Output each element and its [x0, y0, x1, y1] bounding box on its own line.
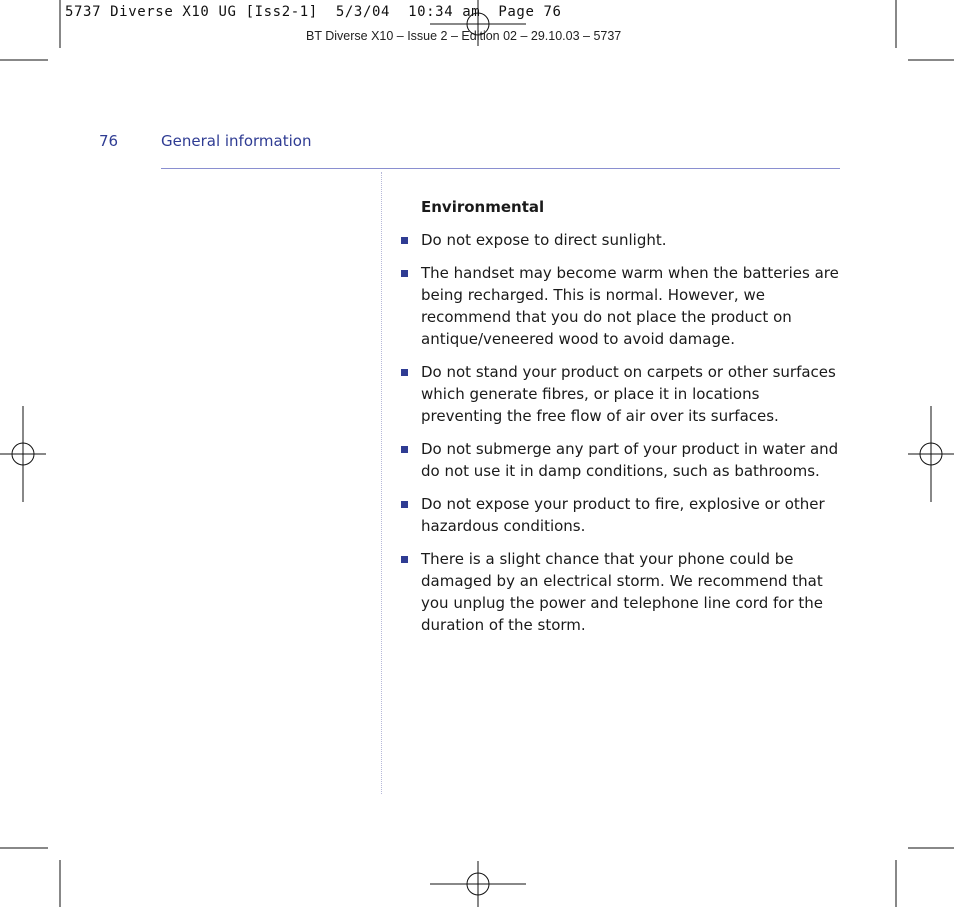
- registration-target-icon: [908, 406, 954, 502]
- square-bullet-icon: [401, 556, 408, 563]
- square-bullet-icon: [401, 237, 408, 244]
- square-bullet-icon: [401, 369, 408, 376]
- registration-target-icon: [430, 861, 526, 907]
- registration-target-icon: [430, 0, 526, 46]
- list-item: [400, 548, 840, 636]
- section-heading: Environmental: [421, 198, 545, 216]
- column-divider: [381, 172, 382, 794]
- list-item-text: Do not expose to direct sunlight.: [421, 231, 667, 249]
- section-title: General information: [161, 132, 312, 150]
- list-item: [400, 229, 840, 251]
- bullet-list: [400, 229, 840, 636]
- page-number: 76: [99, 132, 119, 150]
- list-item-text: Do not stand your product on carpets or other surfaces which generate fibres, or place it in locations preventing the free flow of air over its surfaces.: [421, 363, 836, 425]
- list-item-text: Do not submerge any part of your product in water and do not use it in damp conditions, such as bathrooms.: [421, 440, 839, 480]
- list-item: [400, 361, 840, 427]
- registration-target-icon: [0, 406, 46, 502]
- list-item: [400, 262, 840, 350]
- edition-line: BT Diverse X10 – Issue 2 – Edition 02 – 29.10.03 – 5737: [306, 29, 622, 43]
- list-item: [400, 438, 840, 482]
- square-bullet-icon: [401, 270, 408, 277]
- print-slug: 5737 Diverse X10 UG [Iss2-1] 5/3/04 10:34 am Page 76: [65, 4, 562, 20]
- header-rule: [161, 168, 840, 169]
- list-item-text: The handset may become warm when the batteries are being recharged. This is normal. However, we recommend that you do not place the product on antique/veneered wood to avoid damage.: [421, 264, 839, 348]
- environmental-section: [400, 196, 840, 647]
- square-bullet-icon: [401, 446, 408, 453]
- list-item: [400, 493, 840, 537]
- list-item-text: There is a slight chance that your phone could be damaged by an electrical storm. We recommend that you unplug the power and telephone line cord for the duration of the storm.: [421, 550, 824, 634]
- list-item-text: Do not expose your product to fire, explosive or other hazardous conditions.: [421, 495, 825, 535]
- square-bullet-icon: [401, 501, 408, 508]
